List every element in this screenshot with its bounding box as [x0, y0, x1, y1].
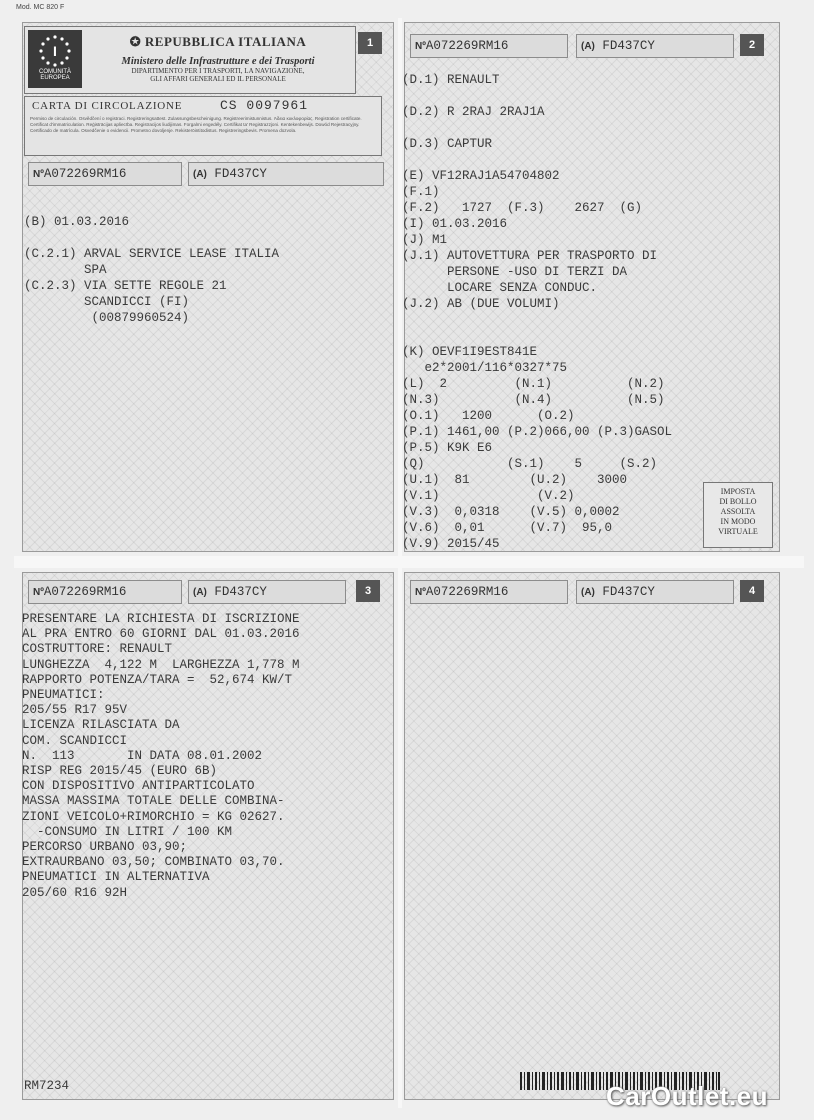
panel1-body: (B) 01.03.2016 (C.2.1) ARVAL SERVICE LEASE ITALIA SPA (C.2.3) VIA SETTE REGOLE 21 SCANDICCI (FI) (00879960524): [24, 215, 280, 325]
no-value: A072269RM16: [43, 167, 127, 181]
eu-label-1: COMUNITÀ: [39, 69, 71, 75]
no-prefix: Nº: [33, 169, 44, 180]
panel1-no-field: [28, 162, 182, 186]
eu-emblem: [28, 30, 82, 88]
watermark-logo: CarOutlet.eu: [606, 1081, 769, 1111]
panel-number-4: 4: [740, 580, 764, 602]
panel1-plate-field: [188, 162, 384, 186]
panel-number-3: 3: [356, 580, 380, 602]
panel2-body: (D.1) RENAULT (D.2) R 2RAJ 2RAJ1A (D.3) CAPTUR (E) VF12RAJ1A54704802 (F.1) (F.2) 1727 (F.3) 2627 (G) (I) 01.03.2016 (J) M1 (J.1) AUTOVETTURA PER TRASPORTO DI PERSONE -USO DI TERZI DA LOCARE SENZA CONDUC. (J.2) AB (DUE VOLUMI) (K) OEVF1I9EST841E e2*2001/116*0327*75 (L) 2 (N.1) (N.2) (N.3) (N.4) (N.5) (O.1) 1200 (O.2) (P.1) 1461,00 (P.2)066,00 (P.3)GASOL (P.5) K9K E6 (Q) (S.1) 5 (S.2) (U.1) 81 (U.2) 3000 (V.1) (V.2) (V.3) 0,0318 (V.5) 0,0002 (V.6) 0,01 (V.7) 95,0 (V.9) 2015/45: [402, 73, 673, 551]
panel3-footer-code: RM7234: [24, 1079, 70, 1093]
panel2-plate-field: (A) FD437CY: [576, 34, 734, 58]
a-prefix: (A): [193, 169, 207, 180]
document-number: CS 0097961: [220, 98, 309, 113]
department-line-1: DIPARTIMENTO PER I TRASPORTI, LA NAVIGAZIONE,: [131, 67, 305, 75]
panel3-body: PRESENTARE LA RICHIESTA DI ISCRIZIONE AL PRA ENTRO 60 GIORNI DAL 01.03.2016 COSTRUTTORE: RENAULT LUNGHEZZA 4,122 M LARGHEZZA 1,778 M RAPPORTO POTENZA/TARA = 52,674 KW/T PNEUMATICI: 205/55 R17 95V LICENZA RILASCIATA DA COM. SCANDICCI N. 113 IN DATA 08.01.2002 RISP REG 2015/45 (EURO 6B) CON DISPOSITIVO ANTIPARTICOLATO MASSA MASSIMA TOTALE DELLE COMBINA- ZIONI VEICOLO+RIMORCHIO = KG 02627. -CONSUMO IN LITRI / 100 KM PERCORSO URBANO 03,90; EXTRAURBANO 03,50; COMBINATO 03,70. PNEUMATICI IN ALTERNATIVA 205/60 R16 92H: [22, 612, 300, 900]
ministry-name: Ministero delle Infrastrutture e dei Trasporti: [121, 56, 315, 67]
eu-stars-icon: [35, 33, 75, 69]
panel2-no-field: NºA072269RM16: [410, 34, 568, 58]
department-line-2: GLI AFFARI GENERALI ED IL PERSONALE: [150, 75, 286, 83]
republic-title: ✪ REPUBBLICA ITALIANA: [129, 34, 307, 49]
document-title: CARTA DI CIRCOLAZIONE: [32, 100, 183, 112]
plate-value: FD437CY: [214, 167, 267, 181]
coat-of-arms-icon: ✪: [129, 34, 145, 49]
eu-label-2: EUROPEA: [40, 75, 70, 81]
panel4-plate-field: (A) FD437CY: [576, 580, 734, 604]
panel4-no-field: NºA072269RM16: [410, 580, 568, 604]
title-translations: Permiso de circulación. Osvědčení o registraci. Registreringsattest. Zulassungsbescheinigung. Registreerimistunnistus. Άδεια κυκλοφορίας. Registration certificate. Certificat d'immatriculation. Reģistrācijas apliecība. Registracijos liudijimas. Forgalmi engedély. Certifikat ta' Registrazzjoni. Kentekenbewijs. Dowód Rejestracyjny. Certificado de matrícula. Osvedčenie o evidencii. Prometno dovoljenje. Rekisteröintitodistus. Registreringsbevis. Promena dozvola.: [30, 116, 362, 133]
form-model-label: Mod. MC 820 F: [16, 4, 65, 11]
panel-number-2: 2: [740, 34, 764, 56]
republic-block: [88, 34, 348, 83]
panel-4: [404, 572, 780, 1100]
panel3-plate-field: (A) FD437CY: [188, 580, 346, 604]
panel-number-1: 1: [358, 32, 382, 54]
fold-line-horizontal: [14, 556, 804, 568]
eu-country-code: I: [53, 43, 57, 59]
panel3-no-field: NºA072269RM16: [28, 580, 182, 604]
virtual-stamp-box: IMPOSTA DI BOLLO ASSOLTA IN MODO VIRTUALE: [703, 482, 773, 548]
